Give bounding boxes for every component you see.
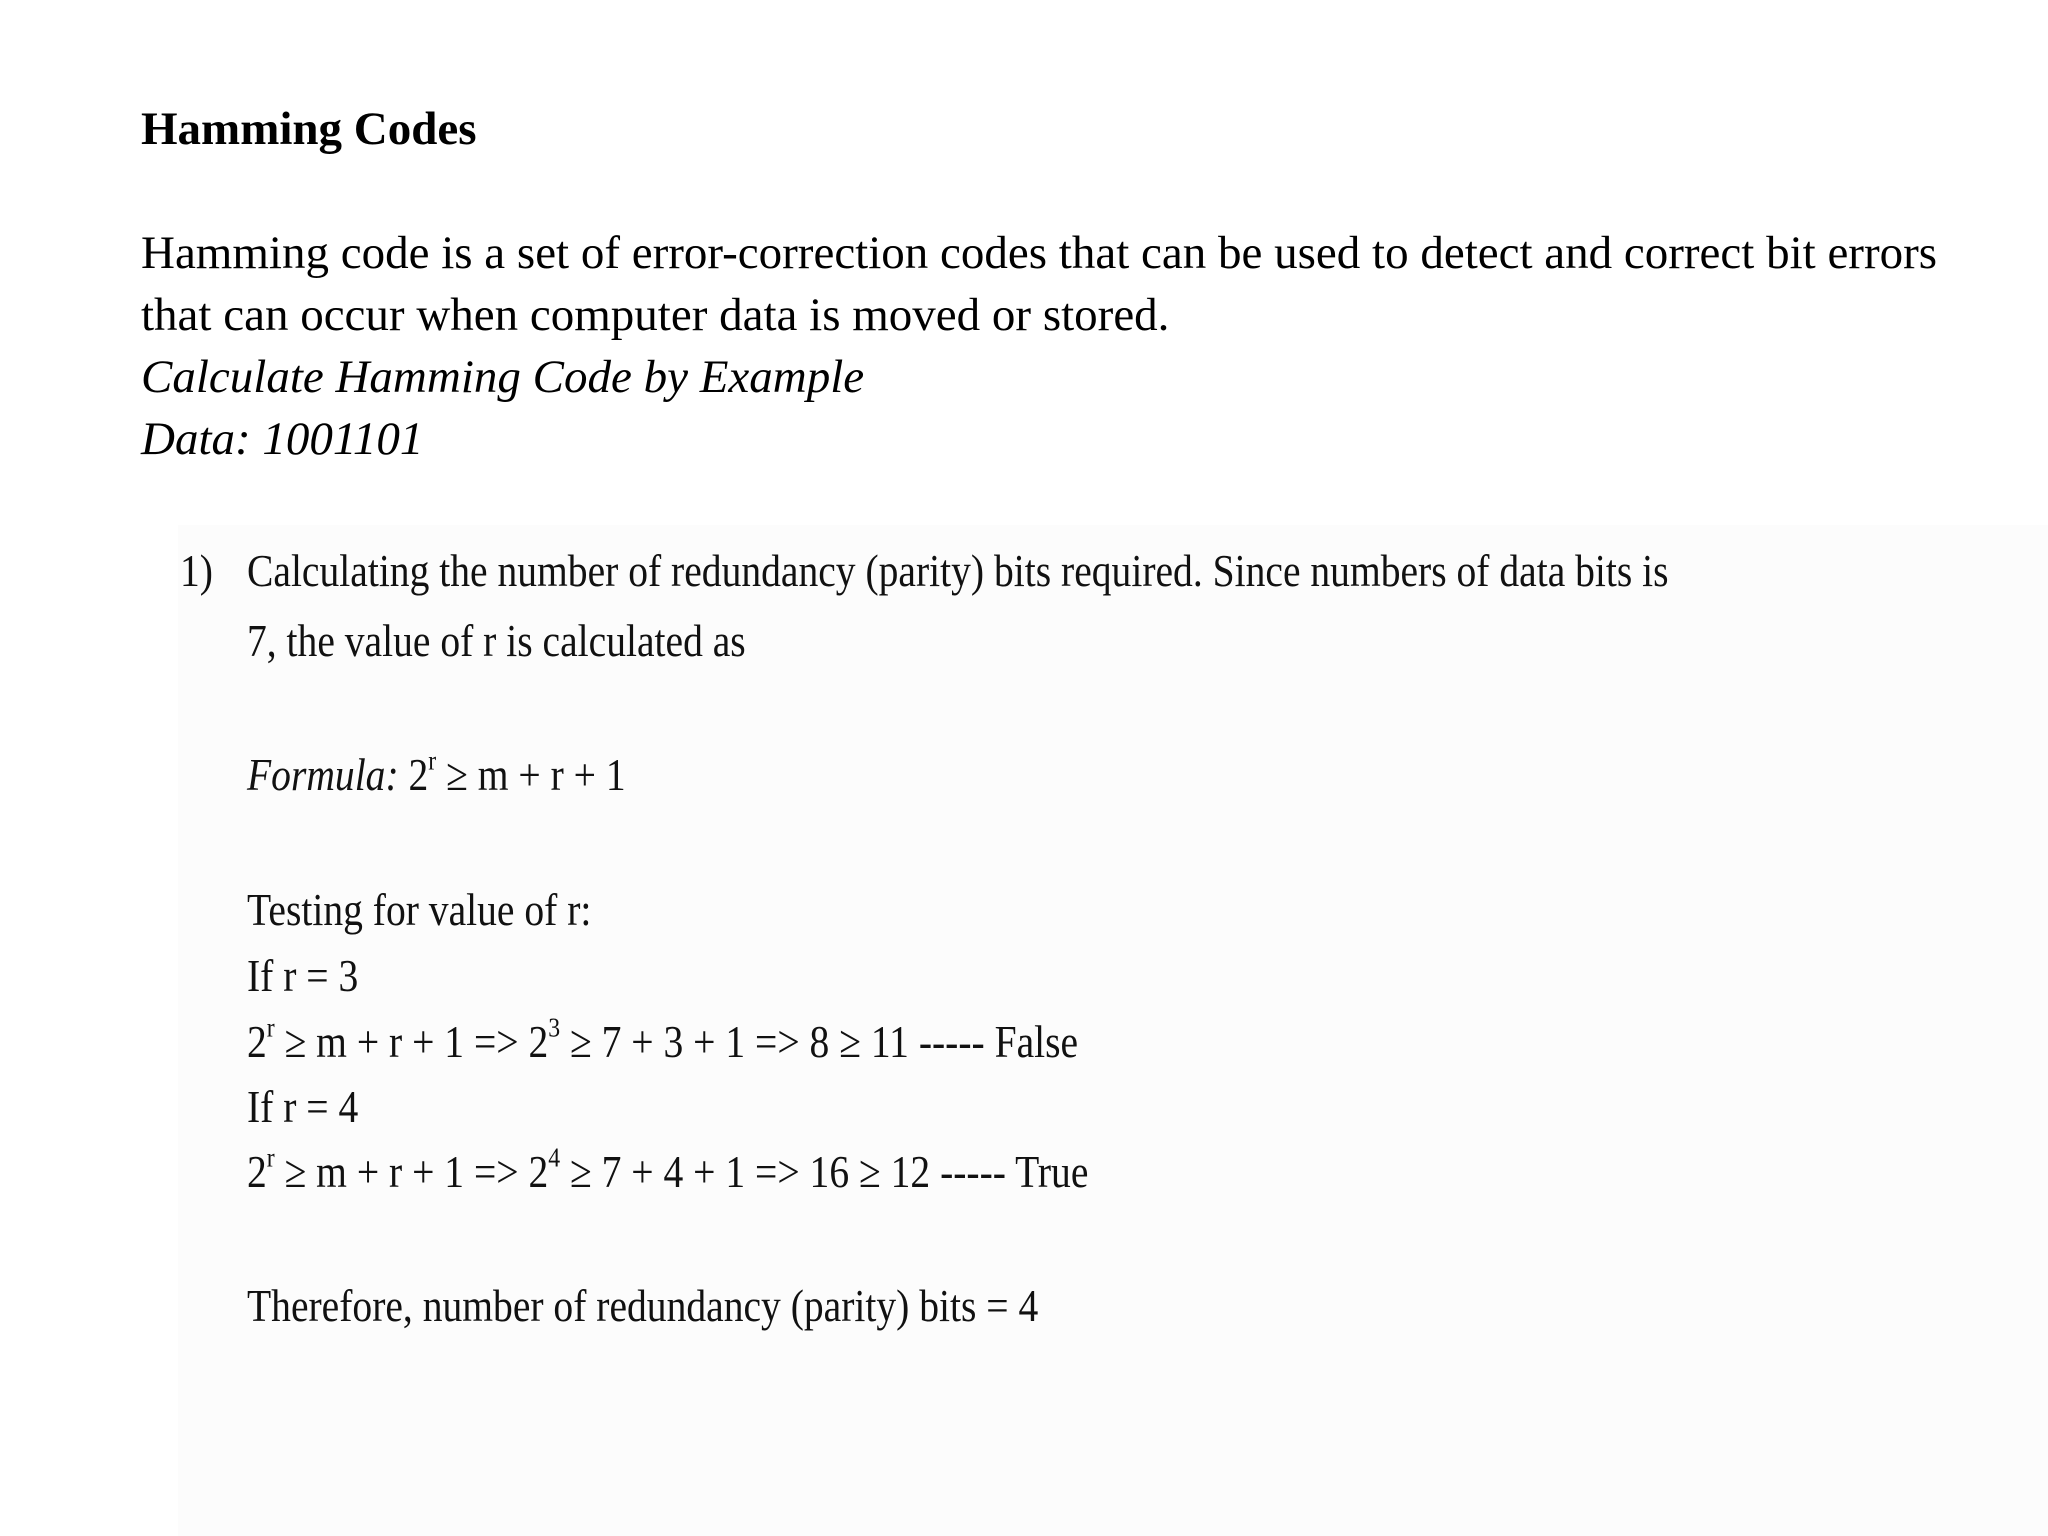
step-1-image (178, 525, 2048, 1536)
eq2-rest: ≥ 7 + 4 + 1 => 16 ≥ 12 ----- (560, 1146, 1016, 1197)
eq1-exponent: r (266, 1011, 275, 1043)
testing-heading: Testing for value of r: (247, 884, 592, 935)
step-number: 1) (180, 545, 213, 596)
formula (247, 744, 626, 800)
equation-r-4 (247, 1141, 1089, 1197)
eq2-result: True (1015, 1146, 1089, 1197)
eq1-result: False (994, 1016, 1079, 1067)
case-r-3: If r = 3 (247, 950, 359, 1001)
data-line: Data: 1001101 (141, 413, 424, 465)
eq2-exponent-value: 4 (548, 1141, 561, 1173)
example-heading: Calculate Hamming Code by Example (141, 351, 865, 403)
formula-rest: ≥ m + r + 1 (436, 749, 626, 800)
eq1-exponent-value: 3 (548, 1011, 561, 1043)
intro-paragraph: Hamming code is a set of error-correction codes that can be used to detect and correct bit errors that can occur when computer data is moved or stored. (141, 227, 1938, 341)
page-title: Hamming Codes (141, 103, 477, 155)
conclusion: Therefore, number of redundancy (parity) bits = 4 (247, 1280, 1039, 1331)
formula-exponent: r (428, 744, 437, 776)
equation-r-3 (247, 1011, 1079, 1067)
eq1-base: 2 (247, 1016, 267, 1067)
step-description-line-1: Calculating the number of redundancy (parity) bits required. Since numbers of data bits is (247, 545, 1669, 596)
eq1-middle: ≥ m + r + 1 => 2 (274, 1016, 549, 1067)
eq1-rest: ≥ 7 + 3 + 1 => 8 ≥ 11 ----- (560, 1016, 995, 1067)
intro-section (141, 222, 1961, 470)
eq2-base: 2 (247, 1146, 267, 1197)
formula-base: 2 (398, 749, 429, 800)
step-description-line-2: 7, the value of r is calculated as (247, 615, 746, 666)
eq2-exponent: r (266, 1141, 275, 1173)
formula-label: Formula: (247, 749, 399, 800)
case-r-4: If r = 4 (247, 1081, 359, 1132)
eq2-middle: ≥ m + r + 1 => 2 (274, 1146, 549, 1197)
